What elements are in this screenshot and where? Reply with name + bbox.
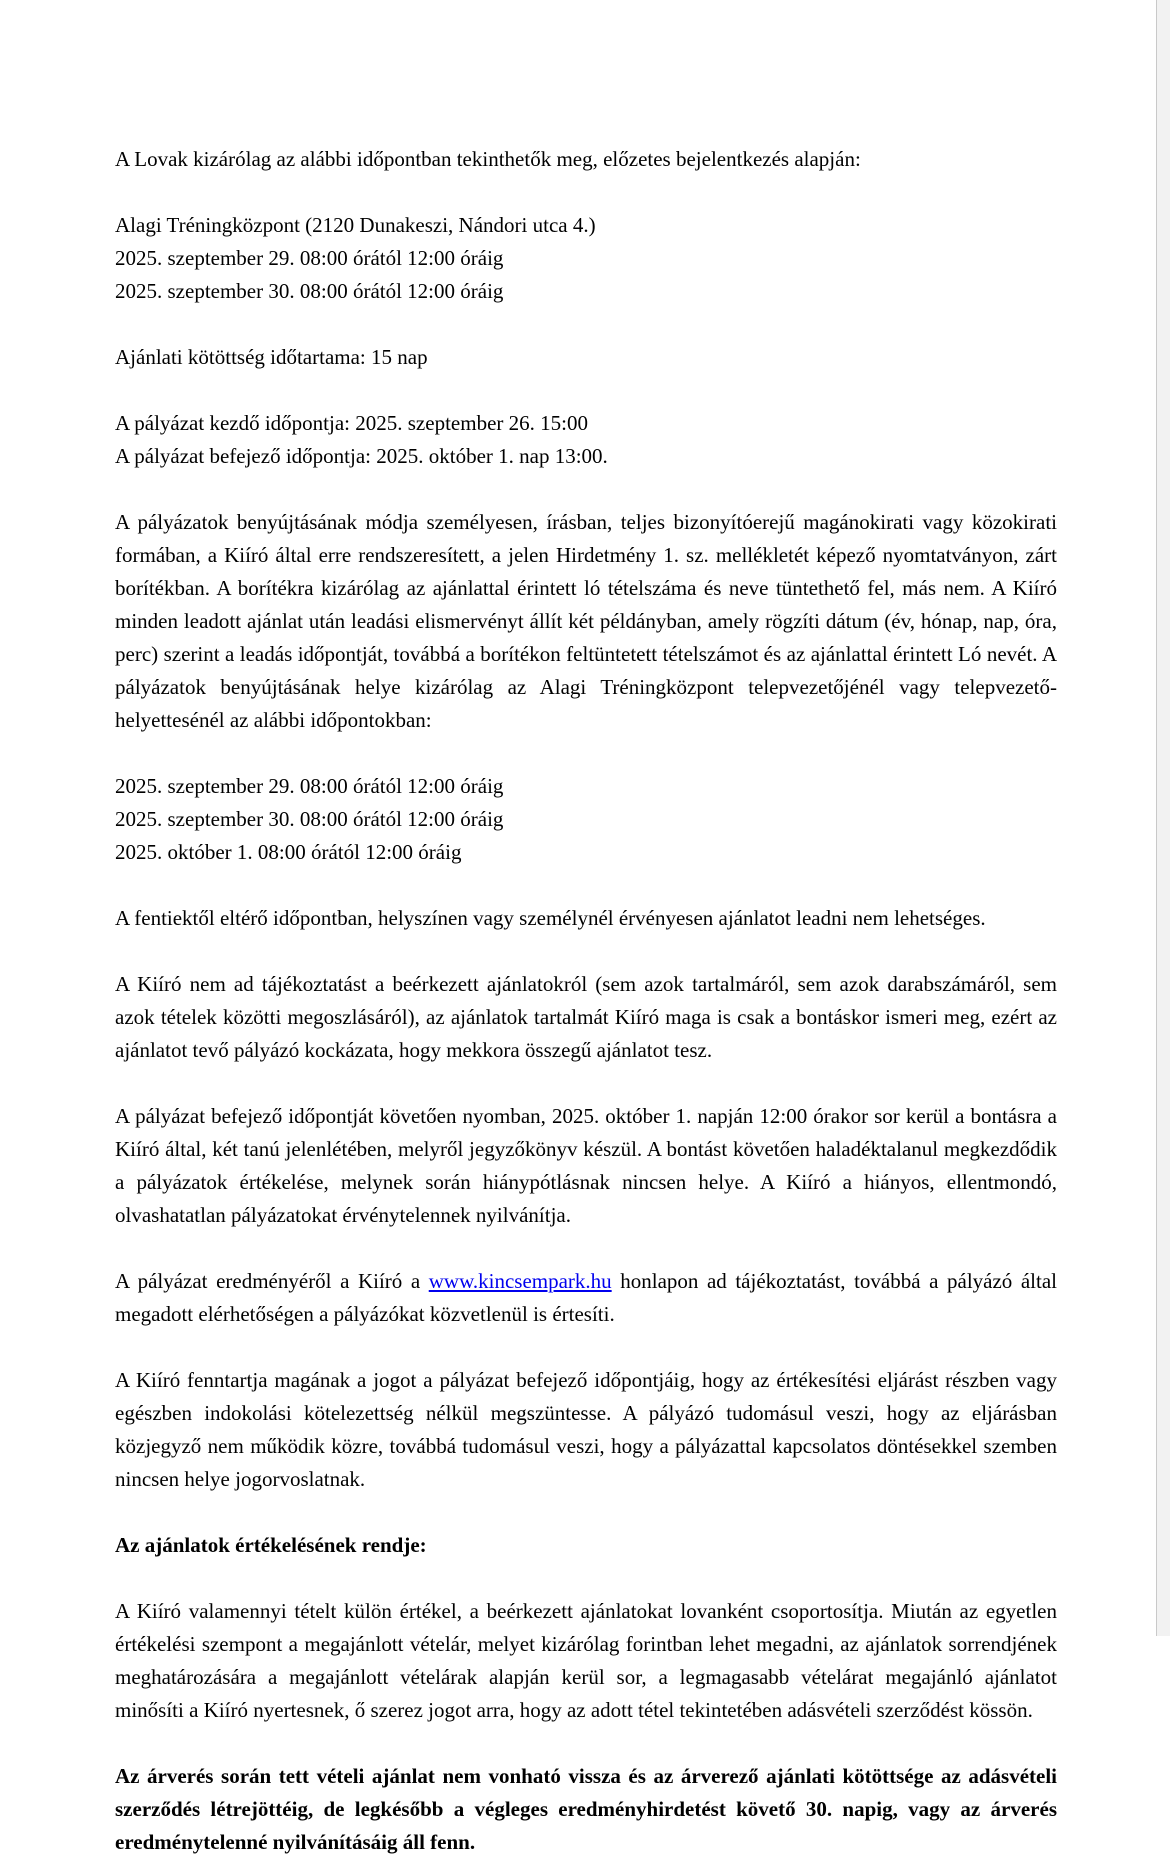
submission-paragraph: A pályázatok benyújtásának módja személyesen, írásban, teljes bizonyítóerejű magánokirati vagy közokirati formában, a Kiíró által erre rendszeresített, a jelen Hirdetmény 1. sz. mellékletét képező nyomtatványon, zárt borítékban. A borítékra kizárólag az ajánlattal érintett ló tételszáma és neve tüntethető fel, más nem. A Kiíró minden leadott ajánlat után leadási elismervényt állít két példányban, amely rögzíti dátum (év, hónap, nap, óra, perc) szerint a leadás időpontját, továbbá a borítékon feltüntetett tételszámot és az ajánlattal érintett Ló nevét. A pályázatok benyújtásának helye kizárólag az Alagi Tréningközpont telepvezetőjénél vagy telepvezető-helyettesénél az alábbi időpontokban: bbox=[115, 510, 1057, 732]
submission-date-line: 2025. szeptember 30. 08:00 órától 12:00 óráig bbox=[115, 807, 504, 831]
scrollbar-track[interactable] bbox=[1156, 0, 1170, 1636]
binding-period-paragraph: Ajánlati kötöttség időtartama: 15 nap bbox=[115, 345, 428, 369]
evaluation-paragraph: A Kiíró valamennyi tételt külön értékel, a beérkezett ajánlatokat lovanként csoportosítja. Miután az egyetlen értékelési szempont a megajánlott vételár, melyet kizárólag forintban lehet megadni, az ajánlatok sorrendjének meghatározására a megajánlott vételárak alapján kerül sor, a legmagasabb vételárat megajánló ajánlatot minősíti a Kiíró nyertesnek, ő szerez jogot arra, hogy az adott tétel tekintetében adásvételi szerződést kössön. bbox=[115, 1599, 1057, 1722]
viewing-location-line: Alagi Tréningközpont (2120 Dunakeszi, Nándori utca 4.) bbox=[115, 213, 596, 237]
submission-date-line: 2025. október 1. 08:00 órától 12:00 óráig bbox=[115, 840, 462, 864]
viewing-date-line: 2025. szeptember 29. 08:00 órától 12:00 óráig bbox=[115, 246, 504, 270]
no-other-times-paragraph: A fentiektől eltérő időpontban, helyszínen vagy személynél érvényesen ajánlatot leadni nem lehetséges. bbox=[115, 906, 986, 930]
reservation-paragraph: A Kiíró fenntartja magának a jogot a pályázat befejező időpontjáig, hogy az értékesítési eljárást részben vagy egészben indokolási kötelezettség nélkül megszüntesse. A pályázó tudomásul veszi, hogy az eljárásban közjegyző nem működik közre, továbbá tudomásul veszi, hogy a pályázattal kapcsolatos döntésekkel szemben nincsen helye jogorvoslatnak. bbox=[115, 1368, 1057, 1491]
viewing-date-line: 2025. szeptember 30. 08:00 órától 12:00 óráig bbox=[115, 279, 504, 303]
results-text-after: honlapon ad tájékoztatást, továbbá a pályázó által megadott elérhetőségen a pályázókat közvetlenül is értesíti. bbox=[115, 1269, 1057, 1326]
binding-bold-paragraph: Az árverés során tett vételi ajánlat nem vonható vissza és az árverező ajánlati kötöttsége az adásvételi szerződés létrejöttéig, de legkésőbb a végleges eredményhirdetést követő 30. napig, vagy az árverés eredménytelenné nyilvánításáig áll fenn. bbox=[115, 1764, 1057, 1854]
kincsempark-link[interactable]: www.kincsempark.hu bbox=[428, 1269, 612, 1293]
submission-date-line: 2025. szeptember 29. 08:00 órától 12:00 óráig bbox=[115, 774, 504, 798]
intro-paragraph: A Lovak kizárólag az alábbi időpontban tekinthetők meg, előzetes bejelentkezés alapján: bbox=[115, 147, 861, 171]
tender-start-line: A pályázat kezdő időpontja: 2025. szeptember 26. 15:00 bbox=[115, 411, 588, 435]
results-paragraph bbox=[115, 1265, 1057, 1331]
submission-times-block bbox=[115, 770, 1057, 869]
opening-paragraph: A pályázat befejező időpontját követően nyomban, 2025. október 1. napján 12:00 órakor sor kerül a bontásra a Kiíró által, két tanú jelenlétében, melyről jegyzőkönyv készül. A bontást követően haladéktalanul megkezdődik a pályázatok értékelése, melynek során hiánypótlásnak nincsen helye. A Kiíró a hiányos, ellentmondó, olvashatatlan pályázatokat érvénytelennek nyilvánítja. bbox=[115, 1104, 1057, 1227]
no-information-paragraph: A Kiíró nem ad tájékoztatást a beérkezett ajánlatokról (sem azok tartalmáról, sem azok darabszámáról, sem azok tételek közötti megoszlásáról), az ajánlatok tartalmát Kiíró maga is csak a bontáskor ismeri meg, ezért az ajánlatot tevő pályázó kockázata, hogy mekkora összegű ajánlatot tesz. bbox=[115, 972, 1057, 1062]
tender-times-block bbox=[115, 407, 1057, 473]
evaluation-heading: Az ajánlatok értékelésének rendje: bbox=[115, 1533, 427, 1557]
viewing-location-block bbox=[115, 209, 1057, 308]
tender-end-line: A pályázat befejező időpontja: 2025. október 1. nap 13:00. bbox=[115, 444, 608, 468]
results-text-before: A pályázat eredményéről a Kiíró a bbox=[115, 1269, 429, 1293]
